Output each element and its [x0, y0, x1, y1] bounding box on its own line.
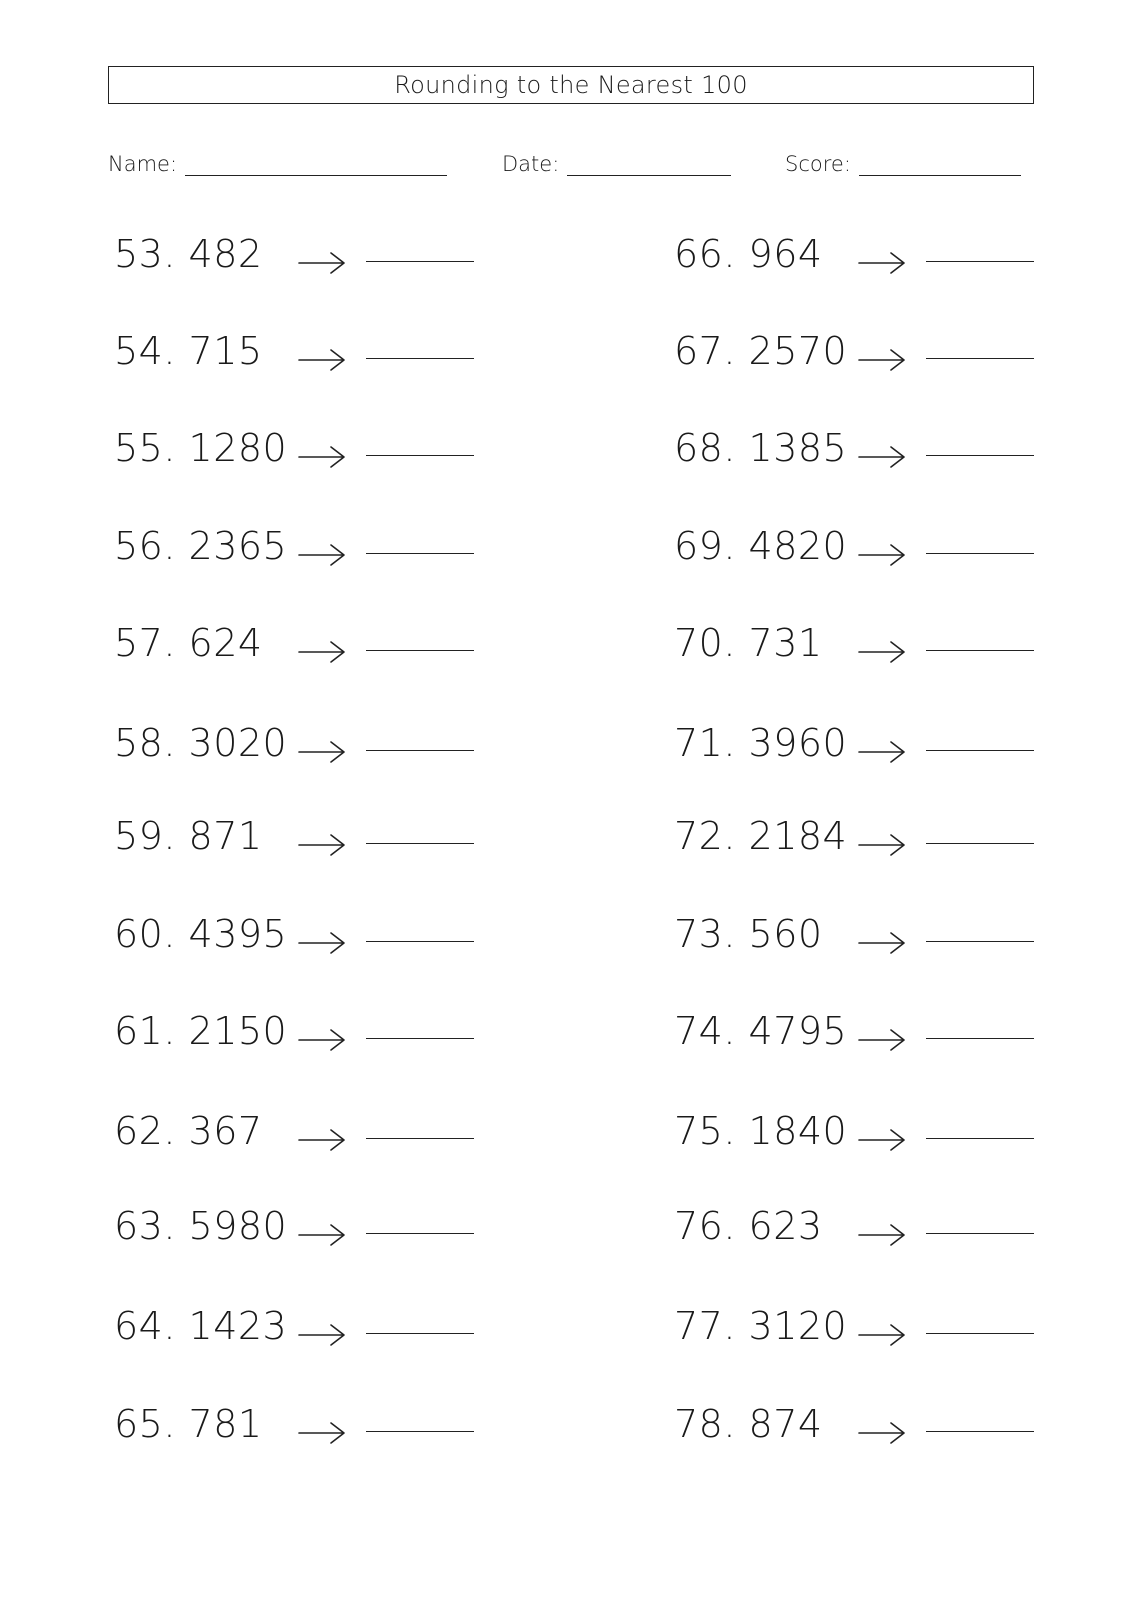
problem-number: 53.: [114, 232, 176, 276]
problem-item: [674, 717, 1044, 773]
problem-number: 63.: [114, 1204, 176, 1248]
problem-text: [674, 1304, 847, 1348]
problem-text: [114, 329, 263, 373]
arrow-right-icon: [297, 830, 347, 860]
answer-blank[interactable]: [926, 941, 1034, 942]
answer-blank[interactable]: [926, 358, 1034, 359]
arrow-right-icon: [297, 1025, 347, 1055]
problem-text: [114, 621, 263, 665]
problem-item: [674, 520, 1044, 576]
answer-blank[interactable]: [366, 261, 474, 262]
answer-blank[interactable]: [366, 1233, 474, 1234]
answer-blank[interactable]: [366, 650, 474, 651]
problem-item: [114, 228, 484, 284]
problem-number: 64.: [114, 1304, 176, 1348]
problem-item: [114, 1398, 484, 1454]
problem-text: [674, 1204, 823, 1248]
problem-number: 57.: [114, 621, 176, 665]
problem-number: 74.: [674, 1009, 736, 1053]
problem-number: 67.: [674, 329, 736, 373]
problem-number: 75.: [674, 1109, 736, 1153]
answer-blank[interactable]: [366, 941, 474, 942]
problem-text: [114, 1109, 263, 1153]
problem-value: 874: [748, 1402, 823, 1446]
arrow-right-icon: [297, 637, 347, 667]
problem-value: 4820: [748, 524, 848, 568]
problem-number: 72.: [674, 814, 736, 858]
date-field-group: [502, 146, 731, 176]
arrow-right-icon: [857, 928, 907, 958]
problem-number: 59.: [114, 814, 176, 858]
problem-value: 482: [188, 232, 263, 276]
problem-item: [674, 1200, 1044, 1256]
problem-text: [114, 1402, 263, 1446]
arrow-right-icon: [297, 1320, 347, 1350]
problem-text: [114, 1009, 287, 1053]
problem-number: 68.: [674, 426, 736, 470]
arrow-right-icon: [297, 540, 347, 570]
problem-value: 3120: [748, 1304, 848, 1348]
problem-item: [114, 810, 484, 866]
arrow-right-icon: [857, 830, 907, 860]
arrow-right-icon: [857, 1320, 907, 1350]
problem-item: [674, 908, 1044, 964]
score-field-group: [785, 146, 1021, 176]
arrow-right-icon: [297, 248, 347, 278]
problem-value: 623: [748, 1204, 823, 1248]
problem-text: [674, 721, 847, 765]
answer-blank[interactable]: [366, 1138, 474, 1139]
arrow-right-icon: [857, 345, 907, 375]
problem-number: 58.: [114, 721, 176, 765]
problem-text: [114, 426, 287, 470]
problem-value: 781: [188, 1402, 263, 1446]
answer-blank[interactable]: [926, 650, 1034, 651]
score-label: Score:: [785, 152, 851, 176]
answer-blank[interactable]: [366, 750, 474, 751]
problem-value: 5980: [188, 1204, 288, 1248]
problem-value: 367: [188, 1109, 263, 1153]
problem-value: 1385: [748, 426, 848, 470]
problem-item: [114, 422, 484, 478]
problem-text: [674, 1009, 847, 1053]
arrow-right-icon: [857, 1418, 907, 1448]
arrow-right-icon: [857, 637, 907, 667]
problem-number: 78.: [674, 1402, 736, 1446]
problem-item: [674, 325, 1044, 381]
answer-blank[interactable]: [366, 843, 474, 844]
problem-item: [674, 422, 1044, 478]
problem-value: 560: [748, 912, 823, 956]
problem-text: [674, 912, 823, 956]
problem-value: 715: [188, 329, 263, 373]
problem-value: 2570: [748, 329, 848, 373]
problem-text: [114, 524, 287, 568]
arrow-right-icon: [297, 442, 347, 472]
answer-blank[interactable]: [366, 553, 474, 554]
problem-item: [674, 1105, 1044, 1161]
answer-blank[interactable]: [366, 1333, 474, 1334]
name-field-group: [108, 146, 447, 176]
problem-text: [674, 814, 847, 858]
problem-number: 69.: [674, 524, 736, 568]
arrow-right-icon: [857, 442, 907, 472]
problem-text: [674, 524, 847, 568]
problem-value: 871: [188, 814, 263, 858]
problem-number: 77.: [674, 1304, 736, 1348]
problem-text: [114, 232, 263, 276]
answer-blank[interactable]: [926, 1431, 1034, 1432]
arrow-right-icon: [857, 540, 907, 570]
problem-text: [114, 721, 287, 765]
problem-value: 2184: [748, 814, 848, 858]
problem-value: 1423: [188, 1304, 288, 1348]
arrow-right-icon: [297, 345, 347, 375]
answer-blank[interactable]: [926, 1138, 1034, 1139]
problem-item: [674, 810, 1044, 866]
problem-text: [674, 1402, 823, 1446]
problem-number: 56.: [114, 524, 176, 568]
problem-item: [674, 617, 1044, 673]
problem-item: [674, 228, 1044, 284]
date-blank[interactable]: [567, 153, 731, 176]
problem-value: 1280: [188, 426, 288, 470]
problem-value: 4395: [188, 912, 288, 956]
arrow-right-icon: [857, 1025, 907, 1055]
answer-blank[interactable]: [926, 455, 1034, 456]
answer-blank[interactable]: [926, 1333, 1034, 1334]
arrow-right-icon: [297, 737, 347, 767]
problem-number: 62.: [114, 1109, 176, 1153]
problem-text: [674, 232, 823, 276]
date-label: Date:: [502, 152, 560, 176]
problem-item: [114, 1300, 484, 1356]
problem-number: 71.: [674, 721, 736, 765]
answer-blank[interactable]: [366, 1431, 474, 1432]
problem-text: [674, 1109, 847, 1153]
problem-text: [114, 912, 287, 956]
problem-number: 54.: [114, 329, 176, 373]
problem-item: [114, 1005, 484, 1061]
name-label: Name:: [108, 152, 178, 176]
problem-number: 60.: [114, 912, 176, 956]
arrow-right-icon: [297, 928, 347, 958]
worksheet-title: Rounding to the Nearest 100: [108, 66, 1034, 104]
answer-blank[interactable]: [926, 1038, 1034, 1039]
problem-value: 624: [188, 621, 263, 665]
problem-value: 1840: [748, 1109, 848, 1153]
problem-item: [114, 1200, 484, 1256]
problem-item: [674, 1300, 1044, 1356]
problem-value: 3960: [748, 721, 848, 765]
problem-value: 3020: [188, 721, 288, 765]
problem-number: 76.: [674, 1204, 736, 1248]
arrow-right-icon: [297, 1418, 347, 1448]
answer-blank[interactable]: [366, 1038, 474, 1039]
arrow-right-icon: [297, 1125, 347, 1155]
problem-number: 66.: [674, 232, 736, 276]
answer-blank[interactable]: [926, 750, 1034, 751]
answer-blank[interactable]: [926, 553, 1034, 554]
answer-blank[interactable]: [926, 261, 1034, 262]
problem-text: [674, 621, 823, 665]
score-blank[interactable]: [859, 153, 1021, 176]
problem-number: 70.: [674, 621, 736, 665]
problem-value: 731: [748, 621, 823, 665]
problem-number: 61.: [114, 1009, 176, 1053]
arrow-right-icon: [857, 248, 907, 278]
problem-item: [674, 1005, 1044, 1061]
problem-item: [114, 325, 484, 381]
problem-number: 55.: [114, 426, 176, 470]
problem-text: [114, 1304, 287, 1348]
arrow-right-icon: [857, 1125, 907, 1155]
problem-number: 73.: [674, 912, 736, 956]
problem-number: 65.: [114, 1402, 176, 1446]
answer-blank[interactable]: [926, 1233, 1034, 1234]
problem-text: [114, 1204, 287, 1248]
name-blank[interactable]: [185, 153, 447, 176]
problem-item: [114, 717, 484, 773]
answer-blank[interactable]: [366, 358, 474, 359]
answer-blank[interactable]: [366, 455, 474, 456]
answer-blank[interactable]: [926, 843, 1034, 844]
arrow-right-icon: [857, 1220, 907, 1250]
problem-value: 2365: [188, 524, 288, 568]
problem-value: 964: [748, 232, 823, 276]
problem-text: [674, 426, 847, 470]
arrow-right-icon: [857, 737, 907, 767]
problem-item: [674, 1398, 1044, 1454]
arrow-right-icon: [297, 1220, 347, 1250]
problem-item: [114, 520, 484, 576]
problem-text: [114, 814, 263, 858]
problem-item: [114, 617, 484, 673]
problem-value: 4795: [748, 1009, 848, 1053]
problem-text: [674, 329, 847, 373]
problem-item: [114, 1105, 484, 1161]
problem-value: 2150: [188, 1009, 288, 1053]
problem-item: [114, 908, 484, 964]
